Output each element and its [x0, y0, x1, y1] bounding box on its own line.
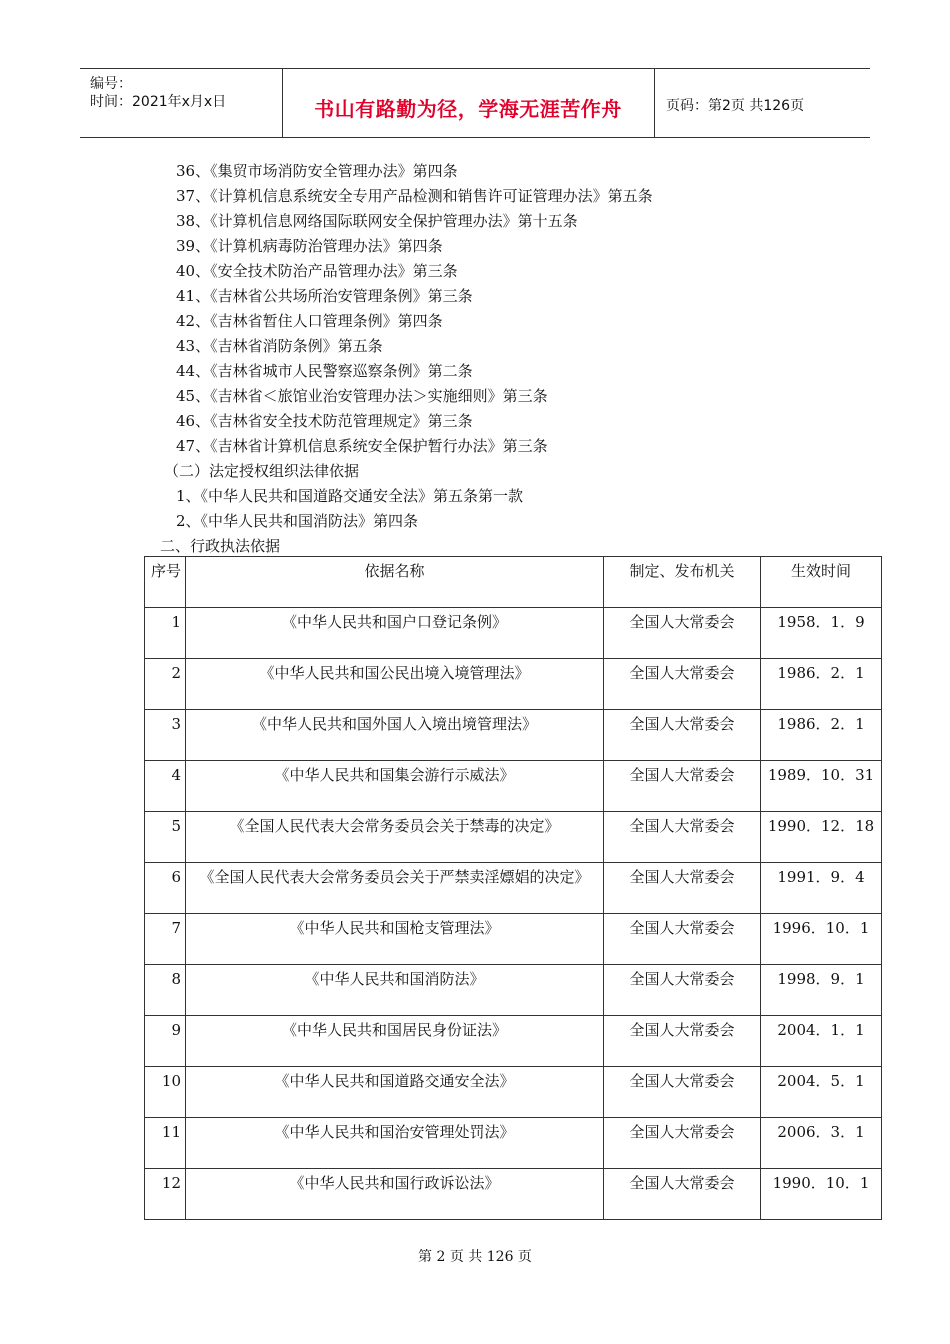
- list-item: 47、《吉林省计算机信息系统安全保护暂行办法》第三条: [176, 437, 548, 455]
- list-item: 39、《计算机病毒防治管理办法》第四条: [176, 237, 443, 255]
- cell-name: 《中华人民共和国枪支管理法》: [186, 914, 604, 965]
- list-item: 46、《吉林省安全技术防范管理规定》第三条: [176, 412, 473, 430]
- col-header-no: 序号: [145, 557, 186, 608]
- cell-no: 9: [145, 1016, 186, 1067]
- cell-org: 全国人大常委会: [604, 812, 761, 863]
- cell-org: 全国人大常委会: [604, 965, 761, 1016]
- cell-no: 2: [145, 659, 186, 710]
- doc-time-label: 时间：2021年x月x日: [90, 94, 227, 110]
- cell-org: 全国人大常委会: [604, 659, 761, 710]
- cell-no: 5: [145, 812, 186, 863]
- cell-org: 全国人大常委会: [604, 863, 761, 914]
- cell-org: 全国人大常委会: [604, 1169, 761, 1220]
- list-item: 37、《计算机信息系统安全专用产品检测和销售许可证管理办法》第五条: [176, 187, 653, 205]
- cell-org: 全国人大常委会: [604, 1016, 761, 1067]
- list-item: 40、《安全技术防治产品管理办法》第三条: [176, 262, 458, 280]
- header-motto-cell: [282, 69, 655, 137]
- cell-org: 全国人大常委会: [604, 914, 761, 965]
- cell-org: 全国人大常委会: [604, 1118, 761, 1169]
- section-heading: 二、行政执法依据: [160, 537, 281, 555]
- cell-no: 4: [145, 761, 186, 812]
- list-item: 41、《吉林省公共场所治安管理条例》第三条: [176, 287, 473, 305]
- cell-org: 全国人大常委会: [604, 608, 761, 659]
- cell-no: 8: [145, 965, 186, 1016]
- cell-date: 2004．5．1: [761, 1067, 882, 1118]
- section-heading: （二）法定授权组织法律依据: [164, 462, 360, 480]
- header-page-info: 页码：第2页 共126页: [666, 98, 805, 114]
- list-item: 1、《中华人民共和国道路交通安全法》第五条第一款: [176, 487, 524, 505]
- cell-name: 《中华人民共和国户口登记条例》: [186, 608, 604, 659]
- cell-no: 1: [145, 608, 186, 659]
- col-header-name: 依据名称: [186, 557, 604, 608]
- cell-name: 《中华人民共和国居民身份证法》: [186, 1016, 604, 1067]
- table-header-row: [145, 557, 882, 608]
- table-row: [145, 710, 882, 761]
- header-page-cell: [654, 69, 870, 137]
- cell-no: 6: [145, 863, 186, 914]
- cell-name: 《中华人民共和国行政诉讼法》: [186, 1169, 604, 1220]
- header-meta: [80, 69, 283, 137]
- list-item: 36、《集贸市场消防安全管理办法》第四条: [176, 162, 458, 180]
- list-item: 43、《吉林省消防条例》第五条: [176, 337, 383, 355]
- page-footer: 第 2 页 共 126 页: [418, 1249, 532, 1265]
- cell-name: 《中华人民共和国消防法》: [186, 965, 604, 1016]
- table-row: [145, 1067, 882, 1118]
- list-item: 38、《计算机信息网络国际联网安全保护管理办法》第十五条: [176, 212, 578, 230]
- list-item: 44、《吉林省城市人民警察巡察条例》第二条: [176, 362, 473, 380]
- cell-date: 1990．12．18: [761, 812, 882, 863]
- cell-no: 11: [145, 1118, 186, 1169]
- col-header-date: 生效时间: [761, 557, 882, 608]
- page-header: [80, 68, 870, 138]
- list-item: 42、《吉林省暂住人口管理条例》第四条: [176, 312, 443, 330]
- cell-no: 12: [145, 1169, 186, 1220]
- cell-date: 1986．2．1: [761, 710, 882, 761]
- table-row: [145, 659, 882, 710]
- table-row: [145, 812, 882, 863]
- cell-no: 10: [145, 1067, 186, 1118]
- table-row: [145, 1016, 882, 1067]
- table-row: [145, 863, 882, 914]
- table-row: [145, 1118, 882, 1169]
- cell-date: 1986．2．1: [761, 659, 882, 710]
- cell-name: 《中华人民共和国外国人入境出境管理法》: [186, 710, 604, 761]
- table-row: [145, 914, 882, 965]
- cell-name: 《中华人民共和国治安管理处罚法》: [186, 1118, 604, 1169]
- cell-name: 《全国人民代表大会常务委员会关于禁毒的决定》: [186, 812, 604, 863]
- cell-name: 《中华人民共和国集会游行示威法》: [186, 761, 604, 812]
- cell-no: 7: [145, 914, 186, 965]
- table-body: [145, 608, 882, 1220]
- cell-date: 1996．10．1: [761, 914, 882, 965]
- cell-date: 1991．9．4: [761, 863, 882, 914]
- list-item: 2、《中华人民共和国消防法》第四条: [176, 512, 419, 530]
- table-row: [145, 608, 882, 659]
- table-row: [145, 761, 882, 812]
- law-basis-table: [144, 556, 882, 1220]
- header-motto: 书山有路勤为径，学海无涯苦作舟: [314, 97, 622, 121]
- cell-name: 《中华人民共和国道路交通安全法》: [186, 1067, 604, 1118]
- doc-code-label: 编号：: [90, 76, 132, 92]
- table-row: [145, 965, 882, 1016]
- cell-date: 1958．1．9: [761, 608, 882, 659]
- cell-org: 全国人大常委会: [604, 1067, 761, 1118]
- cell-date: 1998．9．1: [761, 965, 882, 1016]
- table-row: [145, 1169, 882, 1220]
- cell-name: 《中华人民共和国公民出境入境管理法》: [186, 659, 604, 710]
- cell-name: 《全国人民代表大会常务委员会关于严禁卖淫嫖娼的决定》: [186, 863, 604, 914]
- cell-date: 1989．10．31: [761, 761, 882, 812]
- cell-date: 1990．10．1: [761, 1169, 882, 1220]
- cell-org: 全国人大常委会: [604, 761, 761, 812]
- cell-date: 2006．3．1: [761, 1118, 882, 1169]
- col-header-org: 制定、发布机关: [604, 557, 761, 608]
- cell-org: 全国人大常委会: [604, 710, 761, 761]
- list-item: 45、《吉林省＜旅馆业治安管理办法＞实施细则》第三条: [176, 387, 548, 405]
- cell-date: 2004．1．1: [761, 1016, 882, 1067]
- cell-no: 3: [145, 710, 186, 761]
